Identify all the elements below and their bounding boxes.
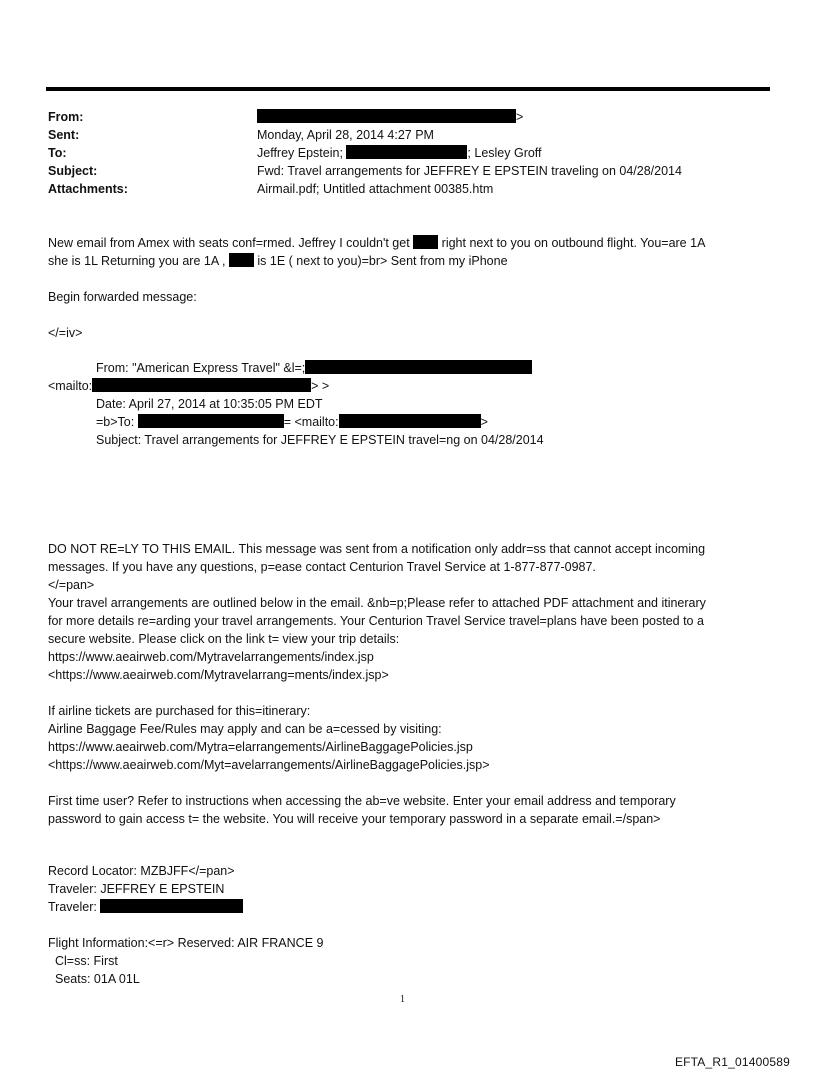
trip-link-bracketed: <https://www.aeairweb.com/Mytravelarrang=ments/index.jsp> xyxy=(48,668,389,682)
traveler-1: Traveler: JEFFREY E EPSTEIN xyxy=(48,882,225,896)
baggage-link: https://www.aeairweb.com/Mytra=elarrangements/AirlineBaggagePolicies.jsp xyxy=(48,740,473,754)
baggage-line-2: Airline Baggage Fee/Rules may apply and can be a=cessed by visiting: xyxy=(48,722,442,736)
flight-seats: Seats: 01A 01L xyxy=(55,972,140,986)
header-rule xyxy=(46,87,770,91)
to-value xyxy=(257,144,542,162)
from-suffix: > xyxy=(516,110,524,124)
message-line-2-a: she is 1L Returning you are 1A , xyxy=(48,254,226,268)
redaction-box xyxy=(100,899,243,913)
record-locator: Record Locator: MZBJFF</=pan> xyxy=(48,864,235,878)
forwarded-to-suffix: > xyxy=(480,415,488,429)
notice-line-1: DO NOT RE=LY TO THIS EMAIL. This message was sent from a notification only addr=ss that cannot accept incoming xyxy=(48,542,706,556)
forwarded-from-text: From: "American Express Travel" &l=; xyxy=(96,361,306,375)
redaction-box xyxy=(92,378,311,392)
attachments-label: Attachments: xyxy=(48,182,128,196)
redaction-box xyxy=(257,109,516,123)
begin-forwarded: Begin forwarded message: xyxy=(48,290,197,304)
forwarded-to xyxy=(96,413,488,431)
first-time-line-1: First time user? Refer to instructions when accessing the ab=ve website. Enter your email address and temporary xyxy=(48,794,676,808)
message-line-1 xyxy=(48,234,778,252)
notice-line-5: for more details re=arding your travel arrangements. Your Centurion Travel Service travel=plans have been posted to a xyxy=(48,614,704,628)
message-line-1-a: New email from Amex with seats conf=rmed. Jeffrey I couldn't get xyxy=(48,236,410,250)
forwarded-mailto xyxy=(48,377,329,395)
flight-class: Cl=ss: First xyxy=(55,954,118,968)
to-part-1: Jeffrey Epstein; xyxy=(257,146,343,160)
redaction-box xyxy=(346,145,467,159)
baggage-line-1: If airline tickets are purchased for this=itinerary: xyxy=(48,704,311,718)
forwarded-from xyxy=(96,359,532,377)
redaction-box xyxy=(305,360,532,374)
message-line-2-b: is 1E ( next to you)=br> Sent from my iPhone xyxy=(257,254,508,268)
notice-line-4: Your travel arrangements are outlined below in the email. &nb=p;Please refer to attached PDF attachment and itinerary xyxy=(48,596,706,610)
notice-line-3: </=pan> xyxy=(48,578,95,592)
traveler-2-label: Traveler: xyxy=(48,900,97,914)
first-time-line-2: password to gain access t= the website. You will receive your temporary password in a separate email.=/span> xyxy=(48,812,661,826)
notice-line-2: messages. If you have any questions, p=ease contact Centurion Travel Service at 1-877-877-0987. xyxy=(48,560,596,574)
redaction-box xyxy=(339,414,481,428)
to-label: To: xyxy=(48,146,67,160)
traveler-2 xyxy=(48,898,778,916)
redaction-box xyxy=(413,235,438,249)
redaction-box xyxy=(229,253,254,267)
redaction-box xyxy=(138,414,284,428)
flight-info: Flight Information:<=r> Reserved: AIR FRANCE 9 xyxy=(48,936,324,950)
notice-line-6: secure website. Please click on the link t= view your trip details: xyxy=(48,632,400,646)
to-part-2: ; Lesley Groff xyxy=(467,146,542,160)
forwarded-to-prefix: =b>To: xyxy=(96,415,135,429)
from-value xyxy=(257,108,523,126)
div-close-tag: </=iv> xyxy=(48,326,83,340)
message-line-2 xyxy=(48,252,778,270)
forwarded-date: Date: April 27, 2014 at 10:35:05 PM EDT xyxy=(96,397,323,411)
subject-label: Subject: xyxy=(48,164,98,178)
sent-label: Sent: xyxy=(48,128,80,142)
forwarded-subject: Subject: Travel arrangements for JEFFREY E EPSTEIN travel=ng on 04/28/2014 xyxy=(96,433,544,447)
message-line-1-b: right next to you on outbound flight. You=are 1A xyxy=(441,236,706,250)
from-label: From: xyxy=(48,110,84,124)
trip-link: https://www.aeairweb.com/Mytravelarrangements/index.jsp xyxy=(48,650,374,664)
forwarded-mailto-prefix: <mailto: xyxy=(48,379,93,393)
baggage-link-bracketed: <https://www.aeairweb.com/Myt=avelarrangements/AirlineBaggagePolicies.jsp> xyxy=(48,758,490,772)
attachments-value: Airmail.pdf; Untitled attachment 00385.htm xyxy=(257,182,494,196)
forwarded-to-middle: = <mailto: xyxy=(283,415,339,429)
subject-value: Fwd: Travel arrangements for JEFFREY E EPSTEIN traveling on 04/28/2014 xyxy=(257,164,682,178)
forwarded-mailto-suffix: > > xyxy=(311,379,330,393)
page-number: 1 xyxy=(400,994,405,1005)
bates-number: EFTA_R1_01400589 xyxy=(674,1055,790,1069)
sent-value: Monday, April 28, 2014 4:27 PM xyxy=(257,128,434,142)
